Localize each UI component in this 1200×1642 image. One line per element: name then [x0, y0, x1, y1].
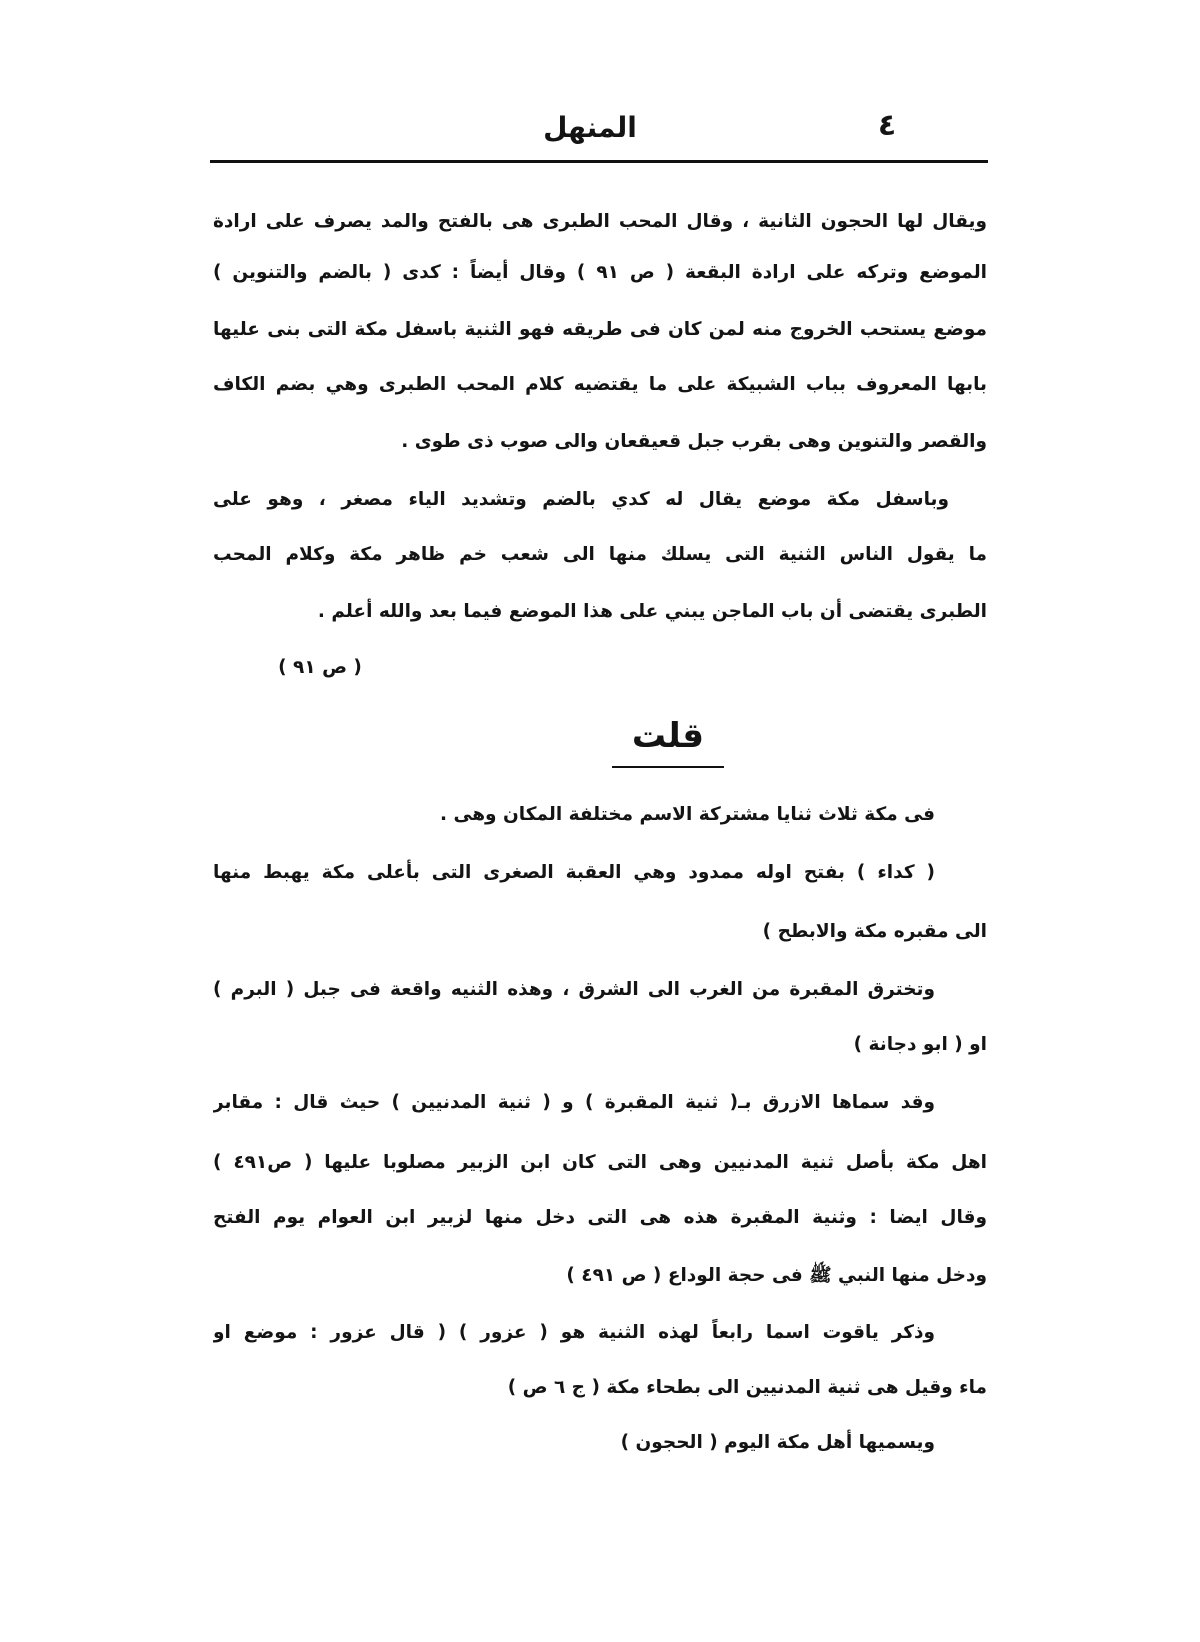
text-line: الموضع وتركه على ارادة البقعة ( ص ٩١ ) وقال أيضاً : كدى ( بالضم والتنوين )	[213, 262, 987, 283]
text-line: فى مكة ثلاث ثنايا مشتركة الاسم مختلفة المكان وهى .	[440, 804, 935, 825]
text-line: او ( ابو دجانة )	[853, 1034, 987, 1055]
heading-underline	[612, 766, 724, 768]
text-line: ( كداء ) بفتح اوله ممدود وهي العقبة الصغرى التى بأعلى مكة يهبط منها	[213, 862, 935, 883]
text-line: وقد سماها الازرق بـ( ثنية المقبرة ) و ( ثنية المدنيين ) حيث قال : مقابر	[213, 1092, 935, 1113]
page-reference: ( ص ٩١ )	[278, 657, 362, 678]
text-line: الى مقبره مكة والابطح )	[762, 921, 987, 942]
text-line: بابها المعروف بباب الشبيكة على ما يقتضيه كلام المحب الطبرى وهي بضم الكاف	[213, 374, 987, 395]
text-line: ودخل منها النبي ﷺ فى حجة الوداع ( ص ٤٩١ )	[566, 1265, 987, 1286]
text-line: وباسفل مكة موضع يقال له كدي بالضم وتشديد الياء مصغر ، وهو على	[213, 489, 949, 510]
text-line: موضع يستحب الخروج منه لمن كان فى طريقه فهو الثنية باسفل مكة التى بنى عليها	[213, 319, 987, 340]
section-heading: قلت	[631, 716, 705, 756]
text-line: ويقال لها الحجون الثانية ، وقال المحب الطبرى هى بالفتح والمد يصرف على ارادة	[213, 211, 987, 232]
text-line: ما يقول الناس الثنية التى يسلك منها الى شعب خم ظاهر مكة وكلام المحب	[213, 544, 987, 565]
running-head-title: المنهل	[543, 111, 637, 144]
text-line: ماء وقيل هى ثنية المدنيين الى بطحاء مكة ( ج ٦ ص )	[507, 1377, 987, 1398]
text-line: ويسميها أهل مكة اليوم ( الحجون )	[620, 1432, 935, 1453]
text-line: اهل مكة بأصل ثنية المدنيين وهى التى كان ابن الزبير مصلوبا عليها ( ص٤٩١ )	[213, 1152, 987, 1173]
text-line: وقال ايضا : وثنية المقبرة هذه هى التى دخل منها لزبير ابن العوام يوم الفتح	[213, 1207, 987, 1228]
page-number: ٤	[877, 108, 897, 143]
header-rule	[210, 160, 988, 163]
text-line: والقصر والتنوين وهى بقرب جبل قعيقعان والى صوب ذى طوى .	[401, 431, 987, 452]
text-line: وتخترق المقبرة من الغرب الى الشرق ، وهذه الثنيه واقعة فى جبل ( البرم )	[213, 979, 935, 1000]
text-line: وذكر ياقوت اسما رابعاً لهذه الثنية هو ( عزور ) ( قال عزور : موضع او	[213, 1322, 935, 1343]
text-line: الطبرى يقتضى أن باب الماجن يبني على هذا الموضع فيما بعد والله أعلم .	[317, 601, 987, 622]
